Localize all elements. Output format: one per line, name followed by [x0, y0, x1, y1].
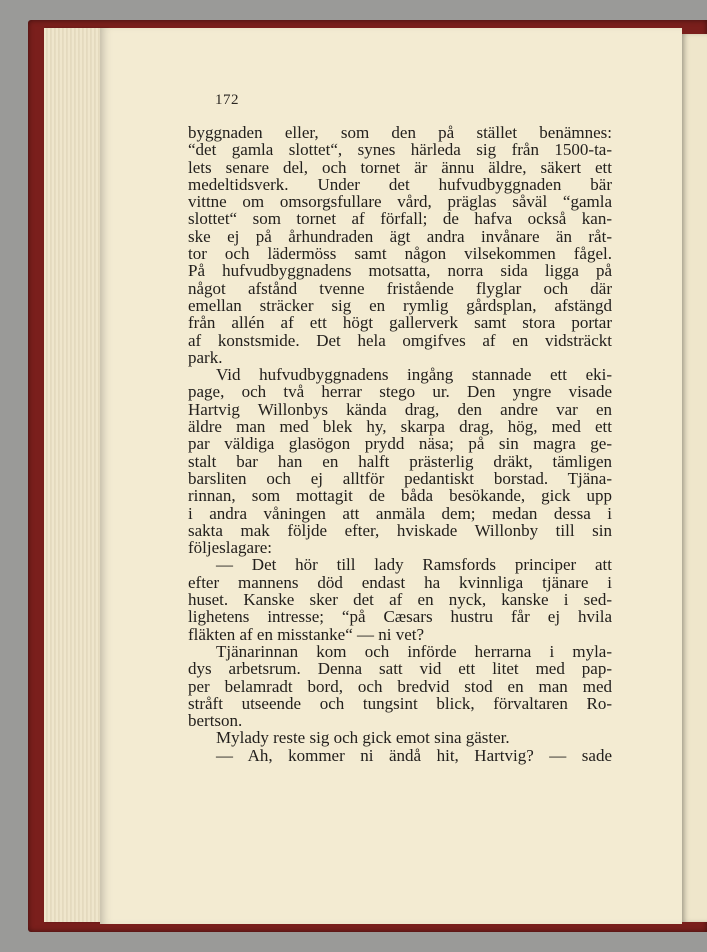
text-line: Hartvig Willonbys kända drag, den andre var en: [188, 399, 612, 419]
text-line: barsliten och ej alltför pedantiskt borstad. Tjäna-: [188, 468, 612, 488]
text-line: medeltidsverk. Under det hufvudbyggnaden bär: [188, 174, 612, 194]
text-line: — Det hör till lady Ramsfords principer att: [216, 555, 612, 575]
facing-page-edge: [682, 34, 707, 922]
text-line: från allén af ett högt gallerverk samt stora portar: [188, 313, 612, 333]
text-line: Tjänarinnan kom och införde herrarna i myla-: [216, 641, 612, 661]
text-line: lighetens intresse; “på Cæsars hustru får ej hvila: [188, 607, 612, 627]
text-line: sakta mak följde efter, hviskade Willonby till sin: [188, 520, 612, 540]
text-line: äldre man med blek hy, skarpa drag, hög, med ett: [188, 417, 612, 437]
text-line: Vid hufvudbyggnadens ingång stannade ett eki-: [216, 365, 612, 385]
page-edges: [44, 28, 108, 922]
text-line: stalt bar han en halft prästerlig dräkt, tämligen: [188, 451, 612, 471]
text-line: ske ej på århundraden ägt andra invånare än råt-: [188, 226, 612, 246]
text-line: vittne om omsorgsfullare vård, präglas såväl “gamla: [188, 192, 612, 212]
text-line: emellan sträcker sig en rymlig gårdsplan, afstängd: [188, 295, 612, 315]
page-number: 172: [215, 92, 239, 108]
text-line: följeslagare:: [188, 538, 273, 558]
text-line: efter mannens död endast ha kvinnliga tjänare i: [188, 572, 612, 592]
text-line: På hufvudbyggnadens motsatta, norra sida ligga på: [188, 261, 612, 281]
text-line: i andra våningen att anmäla dem; medan dessa i: [188, 503, 612, 523]
text-line: stråft utseende och tungsint blick, förvaltaren Ro-: [188, 693, 612, 713]
text-line: lets senare del, och tornet är ännu äldre, säkert ett: [188, 157, 612, 177]
text-line: något afstånd tvenne fristående flyglar och där: [188, 278, 612, 298]
text-line: par väldiga glasögon prydd näsa; på sin magra ge-: [188, 434, 612, 454]
text-line: rinnan, som mottagit de båda besökande, gick upp: [188, 486, 612, 506]
text-line: park.: [188, 347, 223, 367]
text-line: bertson.: [188, 711, 243, 731]
text-line: — Ah, kommer ni ändå hit, Hartvig? — sade: [216, 745, 612, 765]
text-line: “det gamla slottet“, synes härleda sig från 1500-ta-: [188, 140, 612, 160]
text-line: fläkten af en misstanke“ — ni vet?: [188, 624, 425, 644]
text-line: Mylady reste sig och gick emot sina gäster.: [216, 728, 510, 748]
text-line: huset. Kanske sker det af en nyck, kanske i sed-: [188, 590, 612, 610]
text-line: slottet“ som tornet af förfall; de hafva också kan-: [188, 209, 612, 229]
text-line: per belamradt bord, och bredvid stod en man med: [188, 676, 612, 696]
page-text: [188, 124, 612, 764]
text-line: dys arbetsrum. Denna satt vid ett litet med pap-: [188, 659, 612, 679]
text-line: tor och lädermöss samt någon vilsekommen fågel.: [188, 244, 612, 264]
text-line: page, och två herrar stego ur. Den yngre visade: [188, 382, 612, 402]
text-line: byggnaden eller, som den på stället benämnes:: [188, 123, 612, 142]
text-line: af konstsmide. Det hela omgifves af en vidsträckt: [188, 330, 612, 350]
